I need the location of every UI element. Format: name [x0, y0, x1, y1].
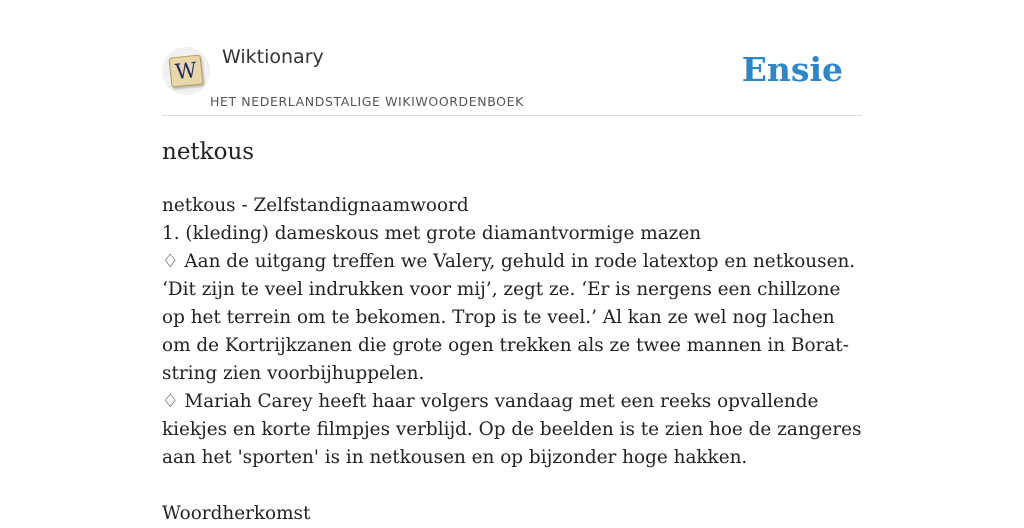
example-1-text: Aan de uitgang treffen we Valery, gehuld in rode latextop en netkousen. ‘Dit zijn te veel indrukken voor mij’, zegt ze. ‘Er is nergens een chillzone op het terrein om te bekomen. Trop is te veel.’ Al kan ze wel nog lachen om de Kortrijkzanen die grote ogen trekken als ze twee mannen in Borat-string zien voorbijhuppelen. [162, 251, 856, 384]
site-logo[interactable] [162, 47, 210, 95]
entry-content [162, 192, 862, 528]
wiktionary-logo-icon: W [169, 54, 204, 87]
example-2-text: Mariah Carey heeft haar volgers vandaag met een reeks opvallende kiekjes en korte filmpjes verblijd. Op de beelden is te zien hoe de zangeres aan het 'sporten' is in netkousen en op bijzonder hoge hakken. [162, 391, 862, 468]
definition-1: 1. (kleding) dameskous met grote diamantvormige mazen [162, 223, 702, 244]
blank-line [162, 472, 862, 500]
example-marker-icon: ♢ [162, 391, 179, 412]
ensie-brand-link[interactable]: Ensie [741, 50, 843, 89]
header-divider [162, 115, 862, 116]
site-tagline: HET NEDERLANDSTALIGE WIKIWOORDENBOEK [210, 94, 524, 109]
site-name[interactable]: Wiktionary [222, 46, 324, 68]
page-title: netkous [162, 139, 255, 165]
example-1 [162, 248, 862, 388]
example-2 [162, 388, 862, 472]
entry-heading: netkous - Zelfstandignaamwoord [162, 195, 469, 216]
section-heading-woordherkomst: Woordherkomst [162, 503, 311, 524]
example-marker-icon: ♢ [162, 251, 179, 272]
